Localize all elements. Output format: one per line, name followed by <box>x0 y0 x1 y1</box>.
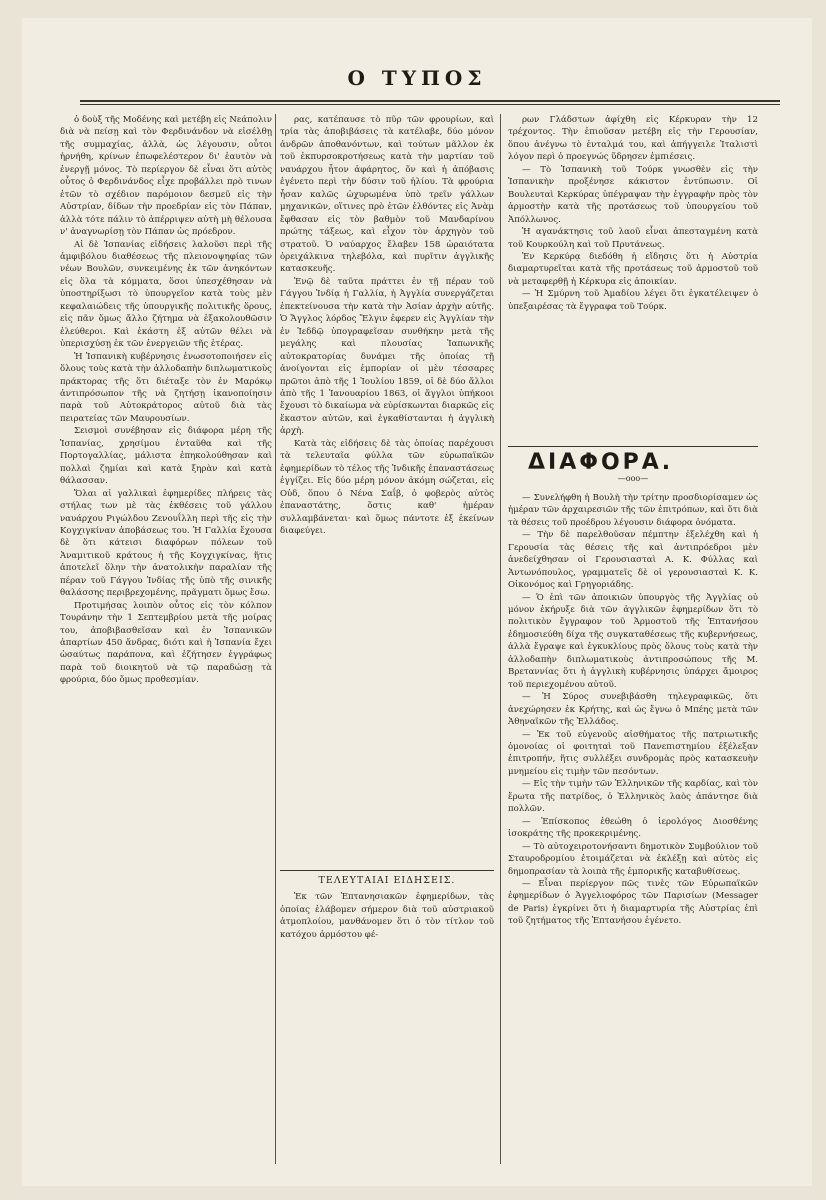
article-paragraph: Ἡ αγανάκτησις τοῦ λαοῦ εἶναι ἀπεσταγμένη κατὰ τοῦ Κουρκούλη καὶ τοῦ Πρυτάνεως. <box>508 227 758 250</box>
news-item: — Εἰς τὴν τιμὴν τῶν Ἑλληνικῶν τῆς καρδίας, καὶ τὸν ἔρωτα τῆς πατρίδος, ὁ Ἑλληνικὸς λαὸς ἀπάντησε διὰ πολλῶν. <box>508 779 758 815</box>
article-paragraph: Ὅλαι αἱ γαλλικαὶ ἐφημερίδες πλήρεις τὰς στήλας των μὲ τὰς ἐκθέσεις τοῦ γάλλου ναυάρχου Ριγώλδου Ζενουΐλλη περὶ τῆς εἰς τὴν Κογχιγκίναν ἀποβάσεως του. Ἡ Γαλλία ἔχουσα δὲ ὅτι κάτεισι διαφόρων πόλεων τοῦ Ἀναμιτικοῦ κράτους ἡ τῆς Κογχιγκίνας, ἥτις ἀποτελεῖ ὅλην τὴν ἀνατολικὴν παραλίαν τῆς πέραν τοῦ Γάγγου Ἰνδίας τῆς ὑπὸ τῆς σινικῆς θαλάσσης περιβρεχομένης, πρᾶγματι ὅμως ἔσω. <box>60 488 272 599</box>
article-paragraph: Σεισμοὶ συνέβησαν εἰς διάφορα μέρη τῆς Ἰσπανίας, χρησίμου ἐνταῦθα καὶ τῆς Πορτογαλλίας, μάλιστα ἐπηκολούθησαν καὶ πολλαὶ ζημίαι καὶ κατὰ ξηρὰν καὶ κατὰ θάλασσαν. <box>60 426 272 487</box>
column-3-articles <box>508 114 758 442</box>
column-2 <box>280 114 494 1164</box>
newspaper-page <box>22 18 812 1186</box>
article-paragraph: — Τὸ Ἰσπανικὴ τοῦ Τούρκ γνωσθὲν εἰς τὴν Ἰσπανικὴν προξένησε κάκιστον ἐντύπωσιν. Οἱ Βουλευταὶ Κερκύρας ὑπέγραψαν τὴν ἐγγραφὴν πρὸς τὸν ἁρμοστὴν κατὰ τῆς προτάσεως τοῦ ὑπουργείου τοῦ Ἀπόλλωνος. <box>508 164 758 225</box>
news-item: — Ἐκ τοῦ εὐγενοῦς αἰσθήματος τῆς πατριωτικῆς ὁμονοίας οἱ φοιτηταὶ τοῦ Πανεπιστημίου ἐξέλεξαν ἐπιτροπήν, ἥτις συλλέξει συνδρομὰς πρὸς κατασκευὴν μνημείου εἰς τιμὴν τῶν πεσόντων. <box>508 729 758 777</box>
news-item: — Εἶναι περίεργον πῶς τινὲς τῶν Εὐρωπαϊκῶν ἐφημερίδων ὁ Ἀγγελιοφόρος τῶν Παρισίων (Messager de Paris) ἐγκρίνει ὅτι ἡ διαμαρτυρία τῆς Αὐστρίας ἐπὶ τοῦ ζητήματος τῆς Ἑπτανήσου ἐγένετο. <box>508 878 758 927</box>
article-paragraph: Ἐν Κερκύρᾳ διεδόθη ἡ εἴδησις ὅτι ἡ Αὐστρία διαμαρτυρεῖται κατὰ τῆς προτάσεως τοῦ ἀρμοστοῦ τοῦ νὰ μεταφερθῇ ἡ Κέρκυρα εἰς ἀποικίαν. <box>508 251 758 287</box>
article-paragraph: Αἱ δὲ Ἰσπανίας εἰδήσεις λαλοῦσι περὶ τῆς ἀμφιβόλου διαθέσεως τῆς πλειονοψηφίας τῶν νέων Βουλῶν, συνκειμένης ἐκ τῶν ἀνηκόντων εἰς ὅλα τὰ κόμματα, ὅσοι ὑπεσχέθησαν νὰ ὑποστηρίξωσι τὸ ὑπουργεῖον κατὰ τοὺς μὲν κεφαλαιώδεις τῆς ὑπουργικῆς πολιτικῆς ὅρους, εἰς πᾶν ὅμως ἄλλο ζήτημα νὰ ἐξακολουθῶσιν ἐλεύθεροι. Καὶ ἐκάστη ἐξ αὐτῶν θέλει νὰ ὑπερισχύσῃ ἐκ τῶν ἐνεργειῶν τῆς ἑτέρας. <box>60 239 272 350</box>
article-paragraph: Ἡ Ἰσπανικὴ κυβέρνησις ἐνωσοτοποιήσεν εἰς ὅλους τοὺς κατὰ τὴν ἀλλοδαπὴν διπλωματικοὺς πράκτορας τῆς ὅτι διέταξε τὸν ἐν Μαρόκῳ ἀντιπρόσωπον τῆς νὰ ζητήσῃ ἱκανοποίησιν παρὰ τοῦ Αὐτοκράτορος αὐτοῦ διὰ τὰς πειρατείας τῶν Μαυρουσίων. <box>60 351 272 424</box>
masthead-rule-thin <box>80 104 780 105</box>
article-paragraph: ρας, κατέπαυσε τὸ πῦρ τῶν φρουρίων, καὶ τρία τὰς ἀποβιβάσεις τὰ κατέλαβε, δύο μόνον ἀνδρῶν ἀποθανόντων, καὶ τούτων μᾶλλον ἐκ τοῦ ἐκπυρσοκροτήσεως κατὰ τὴν μαρτίαν τοῦ ναυάρχου ἦτον ἀφάρητος, ὅν καὶ ἡ ἀπόβασις ἐγένετο περὶ τὴν δύσιν τοῦ ἡλίου. Τὰ φρούρια ἦσαν καλῶς ὠχυρωμένα ὑπὸ τρεῖν γάλλων μηχανικῶν, οἵτινες πρὸ ἐτῶν ἐλθόντες εἰς Ἀνὰμ ἔφθασαν εἰς τὸν βαθμὸν τοῦ Μανδαρίνου πρώτης τάξεως, καὶ εἶχον τὸν ἀρχηγὸν τοῦ στρατοῦ. Ὁ ναύαρχος ἔλαβεν 158 ὡραιότατα ὀρειχάλκινα τηλεβόλα, καὶ πυρῖτιν ἀγγλικῆς κατασκευῆς. <box>280 115 494 275</box>
column-divider <box>500 114 501 1164</box>
news-item: — Ὁ ἐπὶ τῶν ἀποικιῶν ὑπουργὸς τῆς Ἀγγλίας οὐ μόνον ἐκήρυξε διὰ τῶν ἀγγλικῶν ἐφημερίδων ὅτι τὸ πολιτικὸν ἔγγραφον τοῦ Ἁρμοστοῦ τῆς Ἑπτανήσου ἐδημοσιεύθη δίχα τῆς συγκαταθέσεως τῆς κυβερνήσεως, ἀλλὰ ἔγραψε καὶ ἐγκυκλίους πρὸς ὅλους τοὺς κατὰ τὴν ἀλλοδαπὴν διπλωματικοὺς ἀντιπροσώπους τῆς Μ. Βρεταννίας ὅτι ἡ ἀγγλικὴ κυβέρνησις ὑπάρχει ἄμοιρος τοῦ περιεχομένου αὐτοῦ. <box>508 592 758 690</box>
masthead-title: Ο ΤΥΠΟΣ <box>347 66 487 90</box>
article-paragraph: Ἐνῷ δὲ ταῦτα πράττει ἐν τῇ πέραν τοῦ Γάγγου Ἰνδίᾳ ἡ Γαλλία, ἡ Ἀγγλία συνεργάζεται ἐπεκτείνουσα τὴν κατὰ τὴν Ἀσίαν ἀρχὴν αὑτῆς. Ὁ Ἄγγλος λόρδος Ἔλγιν ἐφερεν εἰς Ἀγγλίαν τὴν ἐν Ἰεδδῷ ὑπογραφεῖσαν συνθήκην μετὰ τῆς μεγάλης καὶ πλουσίας Ἰαπωνικῆς αὐτοκρατορίας δυνάμει τῆς ὁποίας τῇ ἀνοίγονται εἰς ἐμπορίαν οἱ μὲν τέσσαρες πρῶτοι ἀπὸ τῆς 1 Ἰουλίου 1859, οἱ δὲ δύο ἄλλοι ἀπὸ τῆς 1 Ἰανουαρίου 1863, οἱ ἄγγλοι ὑπήκοοι ἔχουσι τὸ δικαίωμα νὰ εὑρίσκωνται διαρκῶς εἰς ἕκαστον αὐτῶν, καὶ ἐγκαθίστανται ἡ ἀγγλικὴ ἀρχὴ. <box>280 276 494 437</box>
section-subrule: —ooo— <box>617 474 649 484</box>
section-title-miscellany: ΔΙΑΦΟΡΑ. <box>528 450 674 475</box>
column-1 <box>60 114 272 1164</box>
column-2-articles <box>280 114 494 864</box>
article-paragraph: — Ἡ Σμύρνη τοῦ Ἀμαδίου λέγει ὅτι ἐγκατέλειψεν ὁ ὑπεξαιρέσας τὰ ἔγγραφα τοῦ Τούρκ. <box>508 289 758 312</box>
news-item: — Τὴν δὲ παρελθοῦσαν πέμπτην ἐξελέχθη καὶ ἡ Γερουσία τὰς θέσεις τῆς καὶ ἀντιπρόεδροι μὲν ἀνεδείχθησαν οἱ Γερουσιασταὶ Α. Κ. Φύλλας καὶ Ἀντωνόπουλος, γραμματεῖς δὲ οἱ γερουσιασταὶ Κ. Κ. Οἰκονόμος καὶ Γρηγοριάδης. <box>508 530 758 591</box>
article-paragraph: Ἐκ τῶν Ἐπτανησιακῶν ἐφημερίδων, τὰς ὁποίας ἐλάβομεν σήμερον διὰ τοῦ αὐστριακοῦ ἀτμοπλοίου, μανθάνομεν ὅτι ὁ τὸν τίτλον τοῦ κατόχου ἀρμόστου φέ- <box>280 892 494 940</box>
section-heading-block <box>508 446 758 486</box>
column-3-miscellany <box>508 492 758 1152</box>
masthead-rule <box>80 100 780 102</box>
news-item: — Ἐπίσκοπος ἐθεώθη ὁ ἱερολόγος Διοσθένης ἰσοκράτης τῆς προκεκριμένης. <box>508 816 758 840</box>
news-item: — Συνελήφθη ἡ Βουλὴ τὴν τρίτην προσδιορίσαμεν ὡς ἡμέραν τῶν ἀρχαιρεσιῶν τῆς τῶν ἐπιτρόπων, καὶ ὅτι διὰ τὰ θέσεις τοῦ προέδρου λέγουσιν διάφορα ὀνόματα. <box>508 492 758 528</box>
article-paragraph: Προτιμήσας λοιπὸν οὗτος εἰς τὸν κόλπον Τουράνην τὴν 1 Σεπτεμβρίου μετὰ τῆς μοίρας του, ἀποβιβασθεῖσαν καὶ ἐν Ἰσπανικῶν ἀπαρτίων 450 ἄνδρας, διότι καὶ ἡ Ἰσπανία ἔχει ὡσαύτως παράπονα, καὶ ἐζήτησεν ἐγγράφως παρὰ τοῦ διοικητοῦ νὰ τῷ παραδώσῃ τὰ φρούρια, δύο ὅμως προθεσμίαν. <box>60 600 272 686</box>
article-paragraph: Κατὰ τὰς εἰδήσεις δὲ τὰς ὁποίας παρέχουσι τὰ τελευταῖα φύλλα τῶν εὐρωπαϊκῶν ἐφημερίδων τὸ τέλος τῆς Ἰνδικῆς ἐπαναστάσεως ἐγγίζει. Εἰς δύο μέρη μόνον ἀκόμη σώζεται, εἰς Οὐδ, ὅπου ὁ Νένα Σαΐβ, ὁ φοβερὸς αὐτὸς ἐπαναστάτης, ὅστις καθ' ἡμέραν συλλαμβάνεται· καὶ ὅμως πάντοτε ἐξ ἐκείνων διαφεύγει. <box>280 438 494 536</box>
column-3 <box>508 114 758 1164</box>
news-item: — Ἡ Σύρος συνεβιβάσθη τηλεγραφικῶς, ὅτι ἀνεχώρησεν ἐκ Κρήτης, καὶ ὡς ἔγνω ὁ Μπέης μετὰ τῶν Ἀθηναϊκῶν τῆς Ἑλλάδος. <box>508 692 758 728</box>
article-paragraph: ρων Γλάδστων ἀφίχθη εἰς Κέρκυραν τὴν 12 τρέχοντος. Τὴν ἐπιοῦσαν μετέβη εἰς τὴν Γερουσίαν, ὅπου ἀνέγνω τὸ ἐνταλμά του, καὶ ἀπήγγειλε Ἰταλιστὶ λόγον περὶ ὁ προεγνώς ὕδρησεν ἐμπιέσεις. <box>508 115 758 163</box>
article-paragraph: ὁ δοὺξ τῆς Μοδένης καὶ μετέβη εἰς Νεάπολιν διὰ νὰ πείσῃ καὶ τὸν Φερδινάνδον νὰ εἰσέλθῃ τῆς συμμαχίας, ἀλλὰ, ὡς λέγουσιν, οὗτοι ἠρνήθη, κρίνων ἐπωφελέστερον δι' ἑαυτὸν νὰ ἐνεργῇ μόνος. Τὸ περίεργον δὲ εἶναι ὅτι αὐτὸς οὗτος ὁ Φερδινάνδος εἶχε προβάλλει πρὸ τινων ἐτῶν τὸ σχέδιον παρόμοιον δεσμεῦ εἰς τὴν Αὐστρίαν, δίδων τὴν προεδρίαν εἰς τὸν Πάπαν, ἀλλὰ τότε πάλιν τὸ ἀπέρριψεν αὐτὴ μὴ θέλουσα ν' ἀναγνωρίσῃ τὸν Πάπαν ὡς πρόεδρον. <box>60 115 272 238</box>
section-title-latest-news: ΤΕΛΕΥΤΑΙΑΙ ΕΙΔΗΣΕΙΣ. <box>318 875 456 886</box>
column-divider <box>275 114 276 1164</box>
section-rule <box>508 446 758 447</box>
news-item: — Τὸ αὐτοχειροτονήσαντι δημοτικὸν Συμβούλιον τοῦ Σταυροδρομίου ἐτοιμάζεται νὰ ἐκλέξῃ καὶ αὐτὸς εἰς δημοπρασίαν τὰ λοιπὰ τῆς ἐμπορικῆς καταβυθίσεως. <box>508 841 758 877</box>
section-rule <box>280 870 494 871</box>
